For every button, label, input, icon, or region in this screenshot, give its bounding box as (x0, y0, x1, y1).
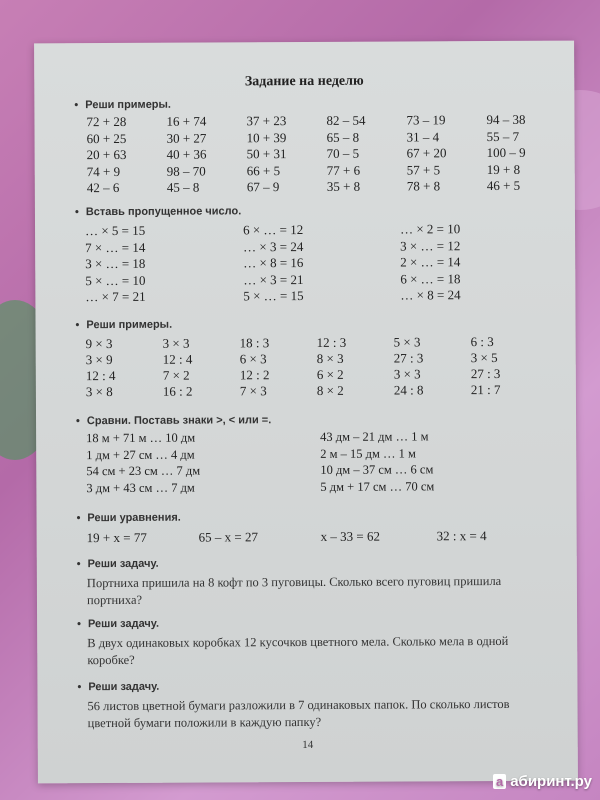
equation-item: 65 – x = 27 (198, 529, 259, 545)
example-item: 37 + 23 (246, 113, 287, 129)
equations-grid (87, 528, 517, 547)
worksheet-page (34, 41, 578, 784)
examples-grid-1 (86, 112, 566, 197)
compare-item: 10 дм – 37 см … 6 см (320, 462, 434, 477)
example-item: 74 + 9 (86, 163, 121, 179)
missing-number-item: … × 8 = 16 (243, 255, 304, 271)
example-item: 30 + 27 (166, 130, 207, 146)
examples-grid-2 (86, 334, 548, 400)
missing-number-item: … × 8 = 24 (400, 287, 461, 303)
example-item: 9 × 3 (85, 336, 113, 352)
example-item: 35 + 8 (326, 178, 361, 194)
compare-item: 1 дм + 27 см … 4 дм (86, 447, 195, 462)
equation-item: 32 : x = 4 (436, 528, 487, 544)
missing-number-item: 3 × … = 12 (400, 237, 461, 254)
example-item: 55 – 7 (486, 128, 520, 144)
page-title: Задание на неделю (244, 73, 364, 90)
example-item: 3 × 3 (393, 366, 421, 382)
example-item: 82 – 54 (326, 112, 366, 128)
example-item: 7 × 3 (239, 383, 267, 399)
example-item: 72 + 28 (86, 113, 127, 130)
example-item: 24 : 8 (393, 382, 424, 398)
missing-number-item: … × 2 = 10 (400, 221, 461, 237)
example-item: 100 – 9 (486, 144, 526, 161)
example-item: 20 + 63 (86, 146, 127, 163)
example-item: 66 + 5 (246, 162, 281, 178)
example-item: 94 – 38 (486, 111, 526, 128)
example-item: 16 : 2 (162, 383, 193, 399)
section-title: • Реши примеры. (74, 99, 171, 112)
equation-item: x – 33 = 62 (320, 528, 381, 544)
example-item: 42 – 6 (86, 179, 120, 196)
compare-item: 2 м – 15 дм … 1 м (320, 445, 416, 461)
example-item: 12 : 4 (162, 351, 193, 367)
example-item: 78 + 8 (406, 178, 441, 194)
example-item: 12 : 3 (316, 334, 347, 350)
missing-number-item: … × 3 = 21 (243, 271, 304, 287)
example-item: 60 + 25 (86, 130, 127, 146)
example-item: 6 × 3 (239, 351, 267, 367)
section-title: • Вставь пропущенное число. (75, 205, 241, 218)
example-item: 3 × 5 (470, 349, 498, 366)
example-item: 73 – 19 (406, 112, 446, 128)
section-title: • Реши примеры. (76, 319, 173, 332)
task-text: Портниха пришила на 8 кофт по 3 пуговицы. Сколько всего пуговиц пришила портниха? (86, 573, 502, 608)
missing-number-grid (85, 221, 520, 306)
example-item: 57 + 5 (406, 161, 441, 177)
section-title: • Реши задачу. (77, 618, 159, 630)
compare-item: 5 дм + 17 см … 70 см (320, 478, 435, 494)
section-title: • Реши уравнения. (77, 512, 181, 525)
missing-number-item: 6 × … = 12 (243, 222, 304, 238)
example-item: 3 × 3 (162, 335, 190, 351)
example-item: 67 – 9 (246, 179, 280, 195)
compare-item: 54 см + 23 см … 7 дм (86, 463, 201, 479)
compare-grid (86, 429, 520, 497)
example-item: 21 : 7 (470, 381, 501, 398)
compare-item: 43 дм – 21 дм … 1 м (320, 429, 429, 444)
section-title: • Сравни. Поставь знаки >, < или =. (76, 414, 271, 427)
example-item: 12 : 4 (85, 367, 116, 384)
equation-item: 19 + x = 77 (86, 529, 147, 546)
example-item: 27 : 3 (470, 365, 501, 382)
watermark-logo (493, 773, 592, 790)
example-item: 70 – 5 (326, 145, 360, 161)
section-title: • Реши задачу. (77, 681, 159, 693)
example-item: 10 + 39 (246, 129, 287, 145)
missing-number-item: 5 × … = 15 (243, 288, 304, 304)
example-item: 18 : 3 (239, 335, 270, 351)
example-item: 6 × 2 (316, 366, 344, 382)
compare-item: 3 дм + 43 см … 7 дм (86, 480, 195, 495)
example-item: 67 + 20 (406, 145, 447, 161)
example-item: 31 – 4 (406, 128, 440, 144)
example-item: 5 × 3 (393, 334, 421, 350)
example-item: 65 – 8 (326, 129, 360, 145)
example-item: 40 + 36 (166, 146, 207, 162)
missing-number-item: 3 × … = 18 (85, 255, 146, 272)
example-item: 7 × 2 (162, 367, 190, 383)
example-item: 16 + 74 (166, 113, 207, 129)
task-text: В двух одинаковых коробках 12 кусочков цветного мела. Сколько мела в одной коробке? (87, 633, 509, 668)
example-item: 46 + 5 (486, 177, 521, 194)
example-item: 3 × 8 (85, 384, 113, 400)
task-text: 56 листов цветной бумаги разложили в 7 одинаковых папок. По сколько листов цветной бумаги положили в каждую папку? (87, 696, 510, 731)
example-item: 6 : 3 (470, 334, 494, 350)
example-item: 50 + 31 (246, 146, 287, 162)
example-item: 27 : 3 (393, 350, 424, 366)
example-item: 8 × 2 (316, 382, 344, 398)
watermark-text: абиринт.ру (510, 773, 592, 790)
missing-number-item: 7 × … = 14 (85, 239, 146, 255)
missing-number-item: 5 × … = 10 (85, 272, 146, 288)
example-item: 45 – 8 (166, 179, 200, 195)
example-item: 77 + 6 (326, 162, 361, 178)
example-item: 8 × 3 (316, 350, 344, 366)
missing-number-item: 6 × … = 18 (400, 270, 461, 287)
example-item: 19 + 8 (486, 161, 521, 177)
missing-number-item: … × 7 = 21 (85, 288, 146, 305)
example-item: 3 × 9 (85, 352, 113, 368)
section-title: • Реши задачу. (77, 558, 159, 570)
missing-number-item: 2 × … = 14 (400, 254, 461, 270)
missing-number-item: … × 3 = 24 (243, 238, 304, 254)
example-item: 98 – 70 (166, 163, 206, 179)
labirint-logo-icon: a (493, 774, 506, 789)
example-item: 12 : 2 (239, 367, 270, 383)
page-number: 14 (302, 738, 314, 752)
compare-item: 18 м + 71 м … 10 дм (86, 430, 196, 446)
missing-number-item: … × 5 = 15 (85, 222, 146, 239)
